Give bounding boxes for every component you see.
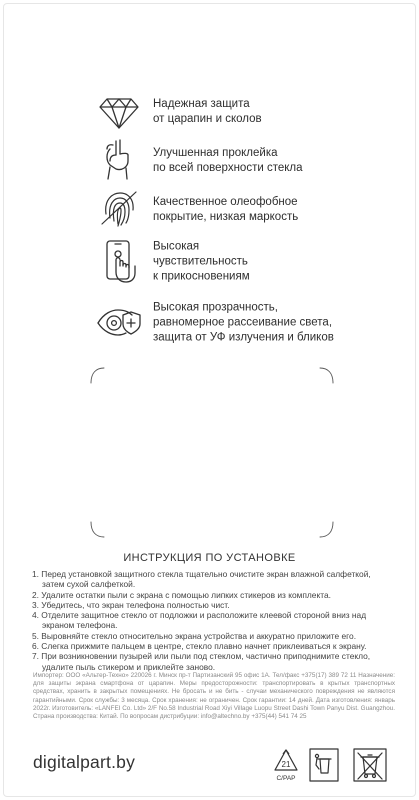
brand-name: digitalpart.by — [33, 752, 136, 772]
instruction-step: 6. Слегка прижмите пальцем в центре, стекло плавно начнет приклеиваться к экрану. — [32, 641, 367, 652]
recycle-code: C/PAP — [276, 775, 296, 782]
feature-text: Высокая чувствительность к прикосновениям — [153, 240, 250, 283]
no-household-waste-icon — [354, 749, 386, 781]
sticker-hand-icon — [96, 137, 142, 183]
touch-phone-icon — [96, 238, 142, 284]
instruction-step: 2. Удалите остатки пыли с экрана с помощью липких стикеров из комплекта. — [32, 589, 331, 600]
trash-bin-icon — [310, 749, 338, 781]
instruction-title: ИНСТРУКЦИЯ ПО УСТАНОВКЕ — [123, 552, 296, 564]
feature-text: Высокая прозрачность, равномерное рассеивание света, защита от УФ излучения и бликов — [153, 301, 334, 344]
feature-touch-sensitivity — [96, 238, 396, 286]
feature-text: Надежная защита от царапин и сколов — [153, 98, 262, 125]
instruction-step: 7. При возникновении пузырей или пыли под стеклом, частично приподнимите стекло, удалите пыль стикером и приклейте заново. — [32, 651, 371, 672]
instruction-step: 4. Отделите защитное стекло от подложки и расположите клеевой стороной вниз над экраном телефона. — [32, 610, 367, 631]
certification-marks — [268, 745, 398, 787]
instruction-steps — [32, 569, 394, 672]
eye-shield-icon — [96, 299, 142, 345]
diamond-icon — [96, 88, 142, 134]
feature-scratch-protection — [96, 88, 396, 136]
recycle-number: 21 — [281, 760, 291, 769]
feature-text: Качественное олеофобное покрытие, низкая маркость — [153, 196, 299, 223]
feature-text: Улучшенная проклейка по всей поверхности стекла — [153, 147, 303, 174]
instruction-step: 1. Перед установкой защитного стекла тщательно очистите экран влажной салфеткой, затем сухой салфеткой. — [32, 569, 371, 590]
fingerprint-icon — [96, 186, 142, 232]
importer-fine-print: Импортер: ООО «Альтер-Техно» 220026 г. Минск пр-т Партизанский 95 офис 1А. Тел/факс +375(17) 389 72 11 Назначение: для защиты экрана смартфона от царапин. Меры предосторожности: транспортировать в крытых транспортных средствах, хранить в закрытых помещениях. Не бросать и не бить - случаи механического повреждения не являются гарантийными. Срок службы: 3 месяца. Срок хранения: не ограничен. Срок гарантии: 14 дней. Дата изготовления: январь 2022г. Изготовитель: «LANFEI Co. Ltd» 2/F No.58 Industrial Road Xiyi Village Luopu Street Dashi Town Panyu Dist. Guangzhou. Страна производства: Китай. По вопросам дистрибуции: info@altechno.by +375(44) 541 74 25 — [33, 672, 395, 721]
feature-adhesion — [96, 137, 396, 185]
instruction-step: 3. Убедитесь, что экран телефона полностью чист. — [32, 599, 230, 610]
die-cut-window — [88, 365, 336, 540]
feature-oleophobic — [96, 186, 396, 234]
feature-transparency — [96, 299, 396, 347]
instruction-step: 5. Выровняйте стекло относительно экрана устройства и аккуратно приложите его. — [32, 630, 357, 641]
